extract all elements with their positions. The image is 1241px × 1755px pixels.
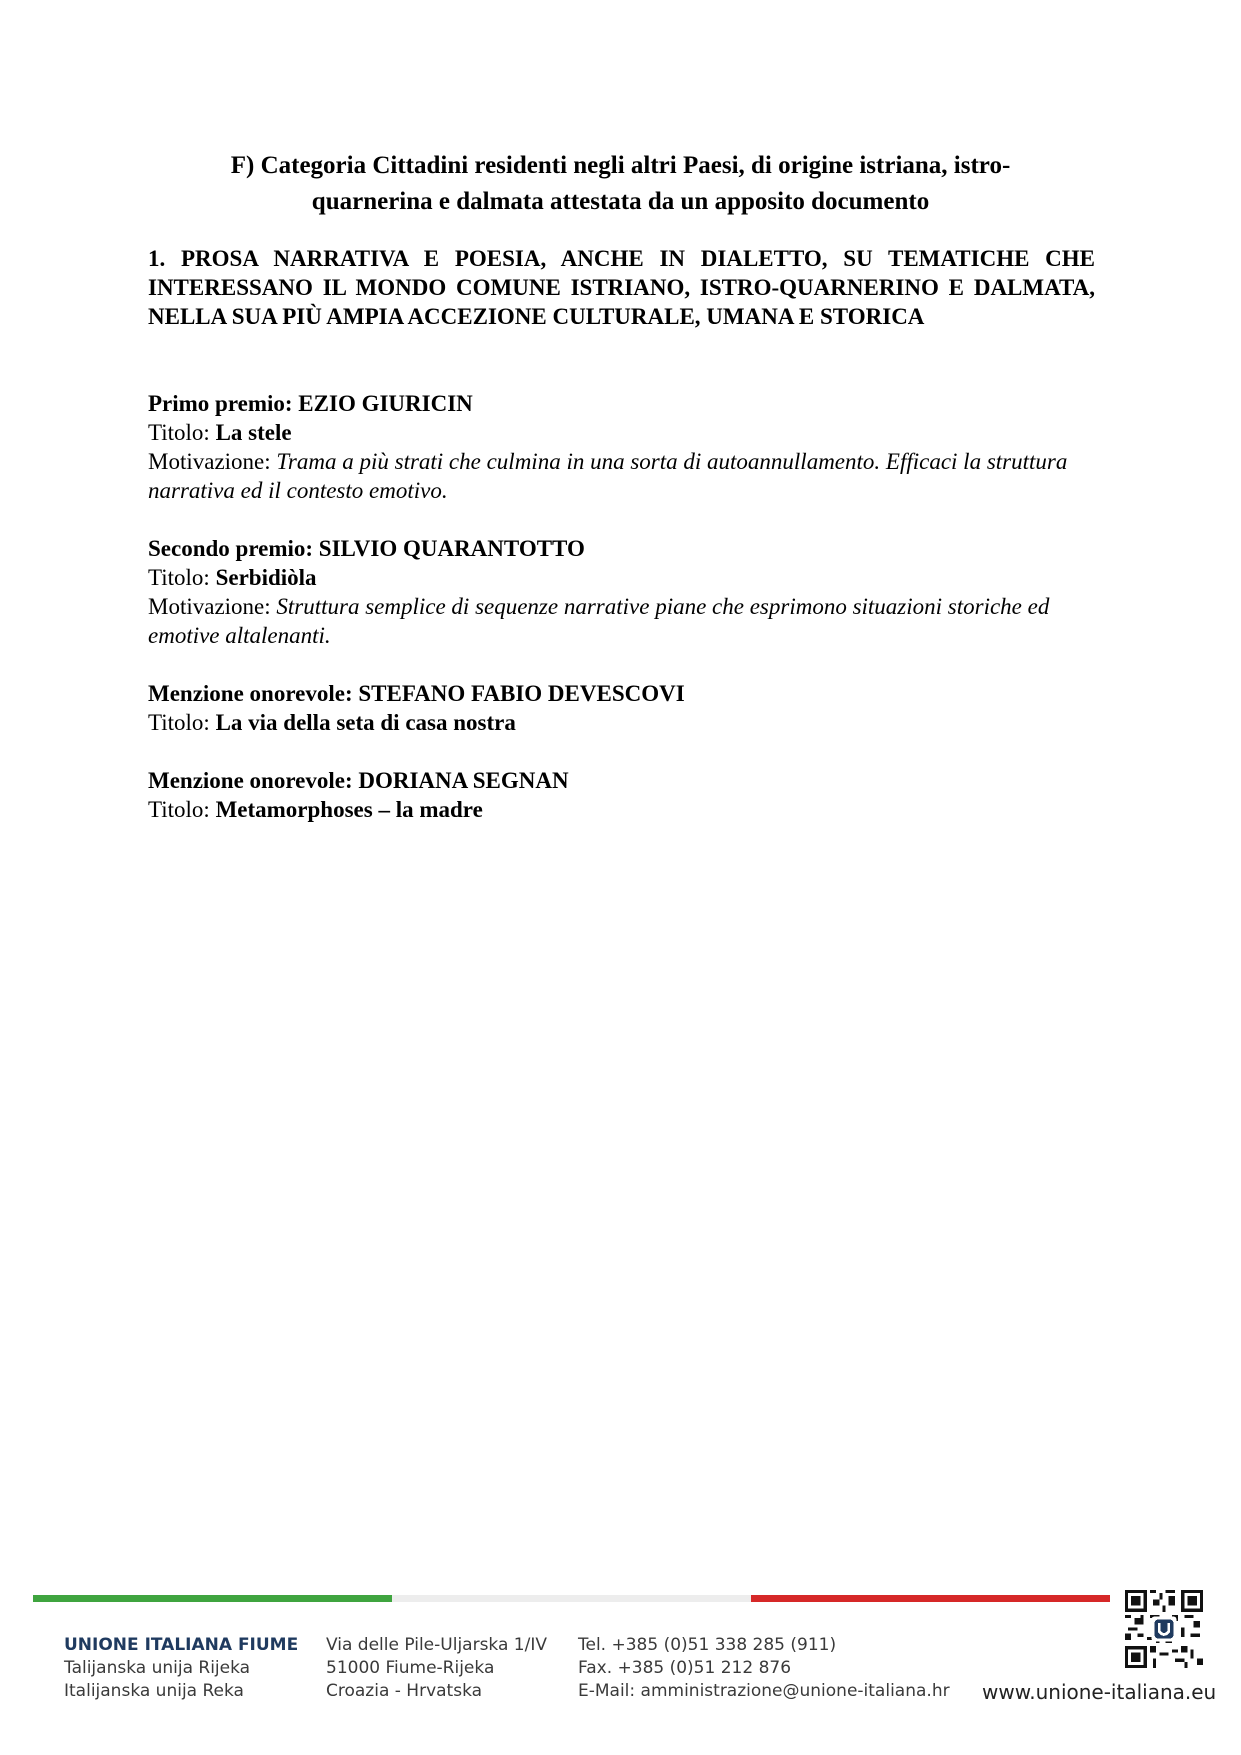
title-label: Titolo: <box>148 420 216 445</box>
award-first-prize <box>148 389 1095 505</box>
address-street: Via delle Pile-Uljarska 1/IV <box>326 1635 547 1655</box>
award-title-line <box>148 708 1095 737</box>
award-title: Metamorphoses – la madre <box>215 797 483 822</box>
award-motivation: Trama a più strati che culmina in una sorta di autoannullamento. Efficaci la struttura narrativa ed il contesto emotivo. <box>148 449 1068 503</box>
award-title: Serbidiòla <box>215 565 317 590</box>
footer-contacts <box>578 1634 950 1703</box>
award-rank: Secondo premio: SILVIO QUARANTOTTO <box>148 536 585 561</box>
award-second-prize <box>148 534 1095 650</box>
award-rank: Menzione onorevole: DORIANA SEGNAN <box>148 768 569 793</box>
section-title: 1. PROSA NARRATIVA E POESIA, ANCHE IN DIALETTO, SU TEMATICHE CHE INTERESSANO IL MONDO COMUNE ISTRIANO, ISTRO-QUARNERINO E DALMATA, NELLA SUA PIÙ AMPIA ACCEZIONE CULTURALE, UMANA E STORICA <box>148 246 1095 329</box>
footer-address <box>326 1634 547 1703</box>
address-city: 51000 Fiume-Rijeka <box>326 1658 495 1678</box>
title-label: Titolo: <box>148 565 216 590</box>
award-motivation: Struttura semplice di sequenze narrative piane che esprimono situazioni storiche ed emotive altalenanti. <box>148 594 1050 648</box>
org-name: UNIONE ITALIANA FIUME <box>64 1635 299 1655</box>
footer-organization <box>64 1634 298 1703</box>
award-title: La stele <box>215 420 292 445</box>
address-country: Croazia - Hrvatska <box>326 1681 483 1701</box>
heading-line-2: quarnerina e dalmata attestata da un apposito documento <box>311 188 930 215</box>
motivation-label: Motivazione: <box>148 449 277 474</box>
award-title-line <box>148 418 1095 447</box>
tricolor-red <box>751 1595 1110 1602</box>
org-name-slovenian: Italijanska unija Reka <box>64 1681 244 1701</box>
award-honorable-mention-1 <box>148 679 1095 737</box>
document-heading <box>140 148 1101 220</box>
tricolor-green <box>33 1595 392 1602</box>
title-label: Titolo: <box>148 710 216 735</box>
contact-fax: Fax. +385 (0)51 212 876 <box>578 1658 792 1678</box>
award-rank: Primo premio: EZIO GIURICIN <box>148 391 473 416</box>
award-title: La via della seta di casa nostra <box>215 710 516 735</box>
award-title-line <box>148 563 1095 592</box>
award-rank: Menzione onorevole: STEFANO FABIO DEVESCOVI <box>148 681 685 706</box>
award-motivation-line <box>148 592 1095 650</box>
award-honorable-mention-2 <box>148 766 1095 824</box>
contact-tel: Tel. +385 (0)51 338 285 (911) <box>578 1635 837 1655</box>
tricolor-white <box>392 1595 751 1602</box>
qr-code-icon <box>1125 1590 1203 1668</box>
footer-tricolor-bar <box>33 1595 1110 1602</box>
title-label: Titolo: <box>148 797 216 822</box>
award-motivation-line <box>148 447 1095 505</box>
org-name-croatian: Talijanska unija Rijeka <box>64 1658 251 1678</box>
contact-email[interactable]: E-Mail: amministrazione@unione-italiana.hr <box>578 1681 950 1701</box>
awards-list <box>148 389 1095 853</box>
footer-website-link[interactable]: www.unione-italiana.eu <box>982 1680 1217 1704</box>
award-title-line <box>148 795 1095 824</box>
heading-line-1: F) Categoria Cittadini residenti negli altri Paesi, di origine istriana, istro- <box>230 152 1011 179</box>
motivation-label: Motivazione: <box>148 594 277 619</box>
